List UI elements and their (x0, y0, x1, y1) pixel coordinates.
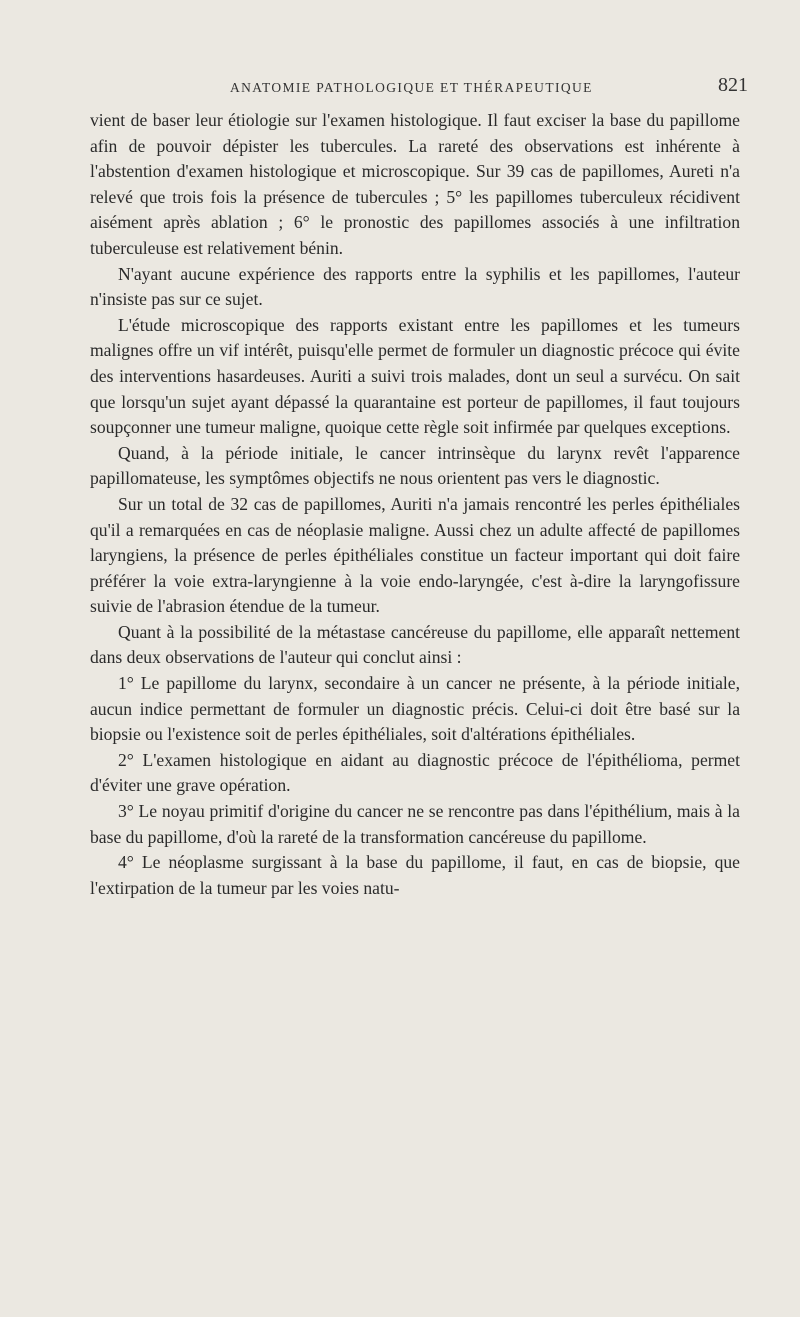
paragraph-continuation: vient de baser leur étiologie sur l'examen histologique. Il faut exciser la base du papillome afin de pouvoir dépister les tubercules. La rareté des observations est inhérente à l'abstention d'examen histologique et microscopique. Sur 39 cas de papillomes, Aureti n'a relevé que trois fois la présence de tubercules ; 5° les papillomes tuberculeux récidivent aisément après ablation ; 6° le pronostic des papillomes associés à une infiltration tuberculeuse est relativement bénin. (90, 110, 740, 258)
conclusion-item: 3° Le noyau primitif d'origine du cancer ne se rencontre pas dans l'épithélium, mais à la base du papillome, d'où la rareté de la transformation cancéreuse du papillome. (90, 801, 740, 847)
paragraph: L'étude microscopique des rapports existant entre les papillomes et les tumeurs malignes offre un vif intérêt, puisqu'elle permet de formuler un diagnostic précoce qui évite des interventions hasardeuses. Auriti a suivi trois malades, dont un seul a survécu. On sait que lorsqu'un sujet ayant dépassé la quarantaine est porteur de papillomes, il faut toujours soupçonner une tumeur maligne, quoique cette règle soit infirmée par quelques exceptions. (90, 314, 740, 438)
conclusion-item: 1° Le papillome du larynx, secondaire à un cancer ne présente, à la période initiale, aucun indice permettant de formuler un diagnostic précis. Celui-ci doit être basé sur la biopsie ou l'existence soit de perles épithéliales, soit d'altérations épithéliales. (90, 673, 740, 745)
page-body (90, 108, 740, 901)
running-title: ANATOMIE PATHOLOGIQUE ET THÉRAPEUTIQUE (230, 80, 593, 95)
paragraph: N'ayant aucune expérience des rapports entre la syphilis et les papillomes, l'auteur n'insiste pas sur ce sujet. (90, 263, 740, 310)
paragraph: Quand, à la période initiale, le cancer intrinsèque du larynx revêt l'apparence papillomateuse, les symptômes objectifs ne nous orientent pas vers le diagnostic. (90, 442, 740, 489)
conclusion-item: 4° Le néoplasme surgissant à la base du papillome, il faut, en cas de biopsie, que l'extirpation de la tumeur par les voies natu- (90, 852, 740, 898)
page-header (90, 74, 748, 104)
page-number: 821 (718, 74, 748, 96)
conclusion-item: 2° L'examen histologique en aidant au diagnostic précoce de l'épithélioma, permet d'éviter une grave opération. (90, 749, 740, 796)
paragraph: Sur un total de 32 cas de papillomes, Auriti n'a jamais rencontré les perles épithéliales qu'il a remarquées en cas de néoplasie maligne. Aussi chez un adulte affecté de papillomes laryngiens, la présence de perles épithéliales constitue un facteur important qui doit faire préférer la voie extra-laryngienne à la voie endo-laryngée, c'est à-dire la laryngofissure suivie de l'abrasion étendue de la tumeur. (90, 493, 740, 617)
paragraph: Quant à la possibilité de la métastase cancéreuse du papillome, elle apparaît nettement dans deux observations de l'auteur qui conclut ainsi : (90, 621, 740, 668)
